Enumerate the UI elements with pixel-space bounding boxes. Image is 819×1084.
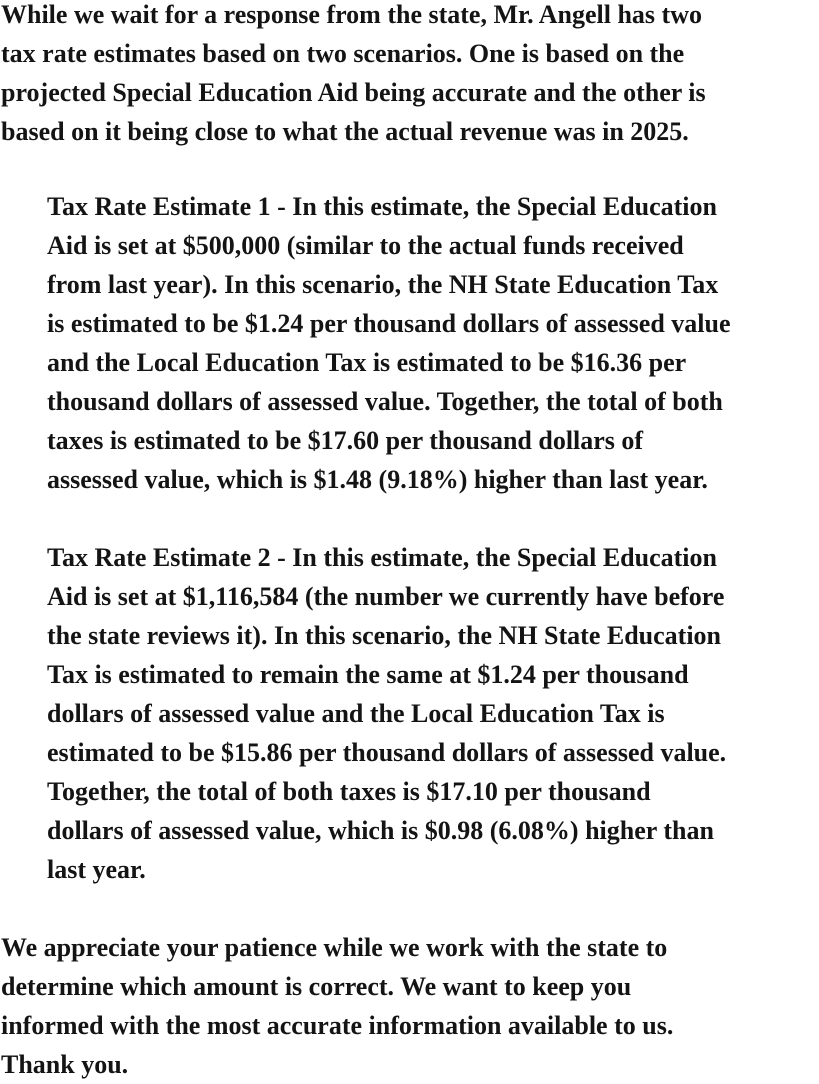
- text-line: informed with the most accurate information available to us.: [1, 1011, 674, 1040]
- intro-paragraph: [1, 0, 706, 151]
- text-line: We appreciate your patience while we work with the state to: [1, 933, 668, 962]
- text-line: determine which amount is correct. We want to keep you: [1, 972, 632, 1001]
- text-line: Thank you.: [1, 1050, 129, 1079]
- text-line: While we wait for a response from the state, Mr. Angell has two: [1, 0, 702, 29]
- closing-paragraph: [1, 928, 673, 1084]
- text-line: estimated to be $15.86 per thousand dollars of assessed value.: [47, 738, 727, 767]
- tax-rate-estimate-1-paragraph: [47, 187, 731, 499]
- text-line: is estimated to be $1.24 per thousand dollars of assessed value: [47, 309, 731, 338]
- text-line: Tax is estimated to remain the same at $1.24 per thousand: [47, 660, 689, 689]
- text-line: Tax Rate Estimate 2 - In this estimate, the Special Education: [47, 543, 717, 572]
- text-line: tax rate estimates based on two scenarios. One is based on the: [1, 39, 685, 68]
- text-line: dollars of assessed value, which is $0.98 (6.08%) higher than: [47, 816, 714, 845]
- text-line: Aid is set at $1,116,584 (the number we currently have before: [47, 582, 725, 611]
- text-line: Aid is set at $500,000 (similar to the actual funds received: [47, 231, 684, 260]
- text-line: projected Special Education Aid being accurate and the other is: [1, 78, 706, 107]
- text-line: dollars of assessed value and the Local Education Tax is: [47, 699, 665, 728]
- text-line: from last year). In this scenario, the NH State Education Tax: [47, 270, 719, 299]
- text-line: assessed value, which is $1.48 (9.18%) higher than last year.: [47, 465, 708, 494]
- text-line: based on it being close to what the actual revenue was in 2025.: [1, 117, 689, 146]
- text-line: Tax Rate Estimate 1 - In this estimate, the Special Education: [47, 192, 717, 221]
- text-line: and the Local Education Tax is estimated to be $16.36 per: [47, 348, 687, 377]
- text-line: the state reviews it). In this scenario, the NH State Education: [47, 621, 722, 650]
- text-line: thousand dollars of assessed value. Together, the total of both: [47, 387, 723, 416]
- text-line: taxes is estimated to be $17.60 per thousand dollars of: [47, 426, 644, 455]
- tax-rate-estimate-2-paragraph: [47, 538, 726, 889]
- text-line: Together, the total of both taxes is $17.10 per thousand: [47, 777, 651, 806]
- text-line: last year.: [47, 855, 146, 884]
